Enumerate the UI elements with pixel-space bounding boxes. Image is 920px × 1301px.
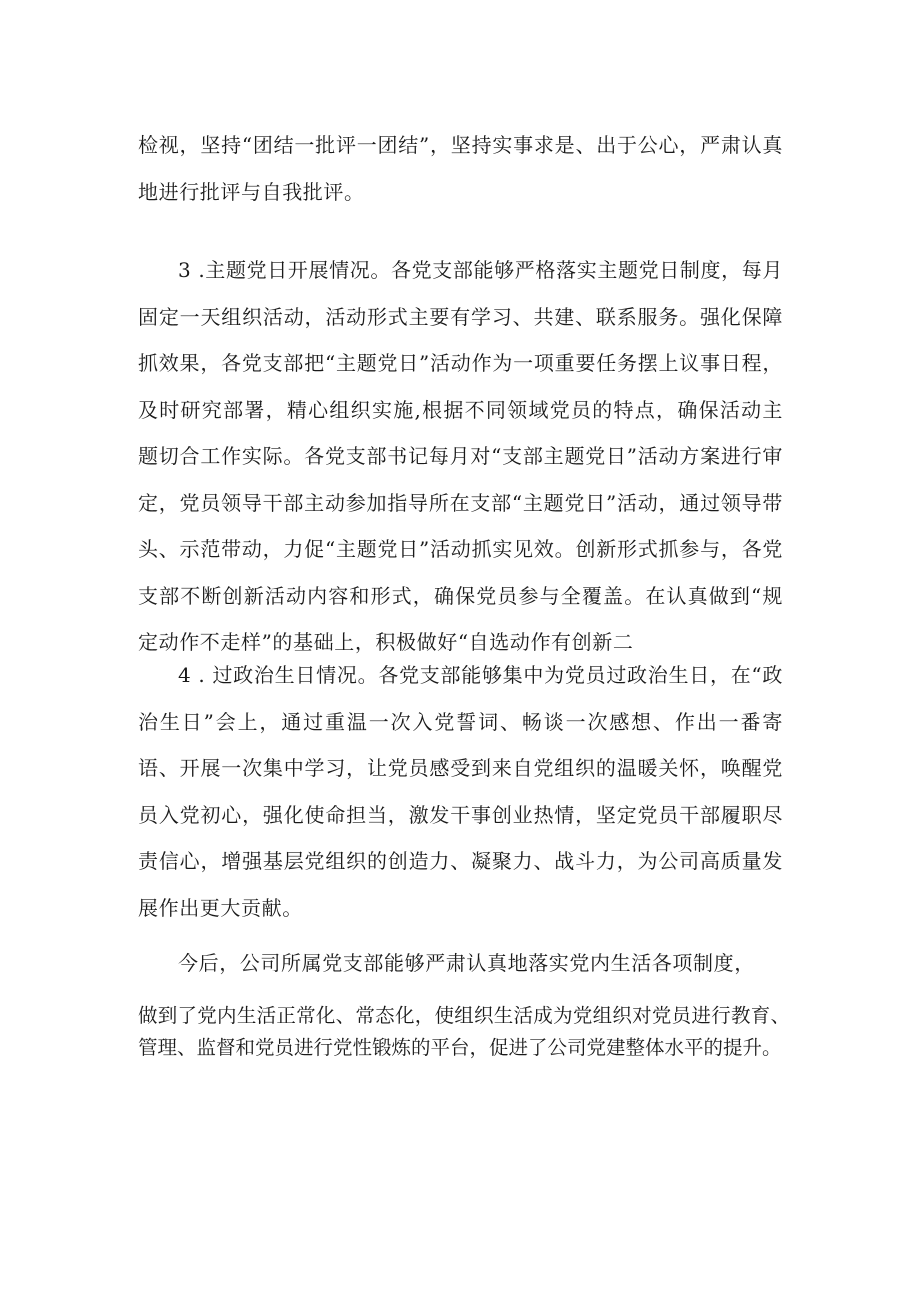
paragraph-conclusion: 做到了党内生活正常化、常态化，使组织生活成为党组织对党员进行教育、管理、监督和党员进行党性锻炼的平台，促进了公司党建整体水平的提升。 [138,1004,790,1059]
paragraph-political-birthday: 4 . 过政治生日情况。各党支部能够集中为党员过政治生日，在“政治生日”会上，通过重温一次入党誓词、畅谈一次感想、作出一番寄语、开展一次集中学习，让党员感受到来自党组织的温暖关怀，唤醒党员入党初心，强化使命担当，激发干事创业热情，坚定党员干部履职尽责信心，增强基层党组织的创造力、凝聚力、战斗力，为公司高质量发展作出更大贡献。 [138,663,783,920]
paragraph-future-outlook: 今后，公司所属党支部能够严肃认真地落实党内生活各项制度， [178,951,755,975]
paragraph-theme-party-day: 3 .主题党日开展情况。各党支部能够严格落实主题党日制度，每月固定一天组织活动，活动形式主要有学习、共建、联系服务。强化保障抓效果，各党支部把“主题党日”活动作为一项重要任务摆上议事日程，及时研究部署，精心组织实施,根据不同领域党员的特点，确保活动主题切合工作实际。各党支部书记每月对“支部主题党日”活动方案进行审定，党员领导干部主动参加指导所在支部“主题党日”活动，通过领导带头、示范带动，力促“主题党日”活动抓实见效。创新形式抓参与，各党支部不断创新活动内容和形式，确保党员参与全覆盖。在认真做到“规定动作不走样”的基础上，积极做好“自选动作有创新二 [138,258,783,654]
paragraph-criticism: 检视，坚持“团结一批评一团结”，坚持实事求是、出于公心，严肃认真地进行批评与自我批评。 [138,133,783,204]
